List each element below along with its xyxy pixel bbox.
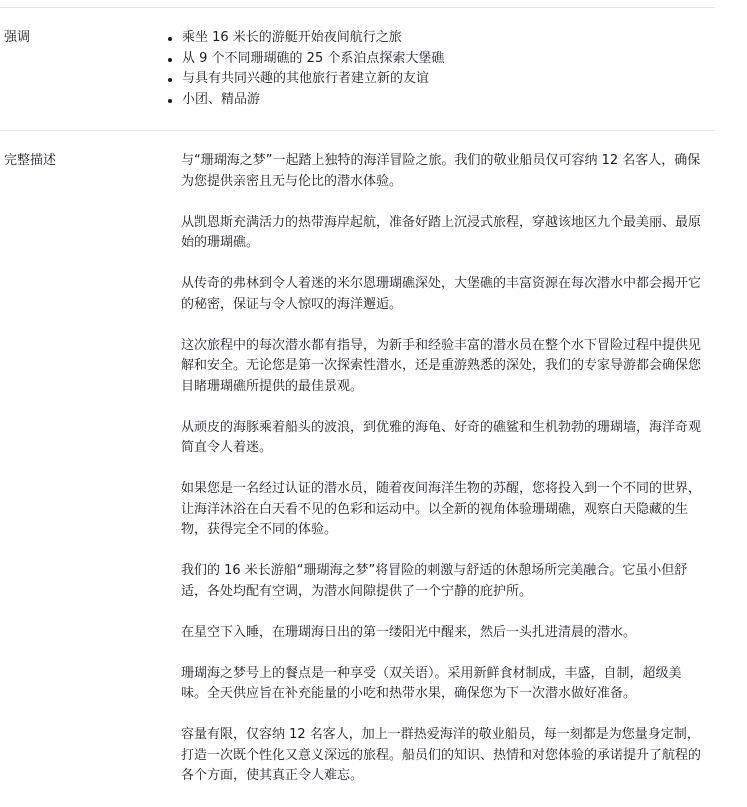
description-paragraph: 从凯恩斯充满活力的热带海岸起航，准备好踏上沉浸式旅程，穿越该地区九个最美丽、最原始的珊瑚礁。 — [181, 214, 702, 250]
description-paragraph: 如果您是一名经过认证的潜水员，随着夜间海洋生物的苏醒，您将投入到一个不同的世界，让海洋沐浴在白天看不见的色彩和运动中。以全新的视角体验珊瑚礁，观察白天隐藏的生物，获得完全不同的体验。 — [181, 481, 702, 537]
full-description-label: 完整描述 — [4, 153, 57, 168]
highlights-list — [164, 28, 444, 110]
highlights-label: 强调 — [4, 30, 31, 45]
description-paragraph: 容量有限，仅容纳 12 名客人，加上一群热爱海洋的敬业船员，每一刻都是为您量身定制，打造一次既个性化又意义深远的旅程。船员们的知识、热情和对您体验的承诺提升了航程的各个方面，使其真正令人难忘。 — [181, 727, 702, 783]
highlight-item: 与具有共同兴趣的其他旅行者建立新的友谊 — [182, 69, 444, 90]
description-paragraph: 珊瑚海之梦号上的餐点是一种享受（双关语）。采用新鲜食材制成，丰盛，自制，超级美味。全天供应旨在补充能量的小吃和热带水果，确保您为下一次潜水做好准备。 — [181, 665, 682, 701]
section-divider — [0, 130, 715, 131]
description-paragraph: 这次旅程中的每次潜水都有指导，为新手和经验丰富的潜水员在整个水下冒险过程中提供见解和安全。无论您是第一次探索性潜水，还是重游熟悉的深处，我们的专家导游都会确保您目睹珊瑚礁所提供的最佳景观。 — [181, 337, 702, 394]
description-paragraph: 在星空下入睡，在珊瑚海日出的第一缕阳光中醒来，然后一头扎进清晨的潜水。 — [181, 624, 637, 640]
description-paragraph: 从传奇的弗林到令人着迷的米尔恩珊瑚礁深处，大堡礁的丰富资源在每次潜水中都会揭开它的秘密，保证与令人惊叹的海洋邂逅。 — [181, 276, 702, 312]
description-paragraph: 从顽皮的海豚乘着船头的波浪，到优雅的海龟、好奇的礁鲨和生机勃勃的珊瑚墙，海洋奇观简直令人着迷。 — [181, 419, 702, 455]
description-paragraph: 与“珊瑚海之梦”一起踏上独特的海洋冒险之旅。我们的敬业船员仅可容纳 12 名客人，确保为您提供亲密且无与伦比的潜水体验。 — [181, 153, 701, 189]
description-paragraph: 我们的 16 米长游船“珊瑚海之梦”将冒险的刺激与舒适的休憩场所完美融合。它虽小但舒适，各处均配有空调，为潜水间隙提供了一个宁静的庇护所。 — [181, 563, 688, 599]
full-description-body — [181, 151, 706, 807]
highlight-item: 从 9 个不同珊瑚礁的 25 个系泊点探索大堡礁 — [182, 49, 444, 70]
highlight-item: 乘坐 16 米长的游艇开始夜间航行之旅 — [182, 28, 444, 49]
top-divider — [0, 7, 715, 8]
highlight-item: 小团、精品游 — [182, 90, 444, 111]
